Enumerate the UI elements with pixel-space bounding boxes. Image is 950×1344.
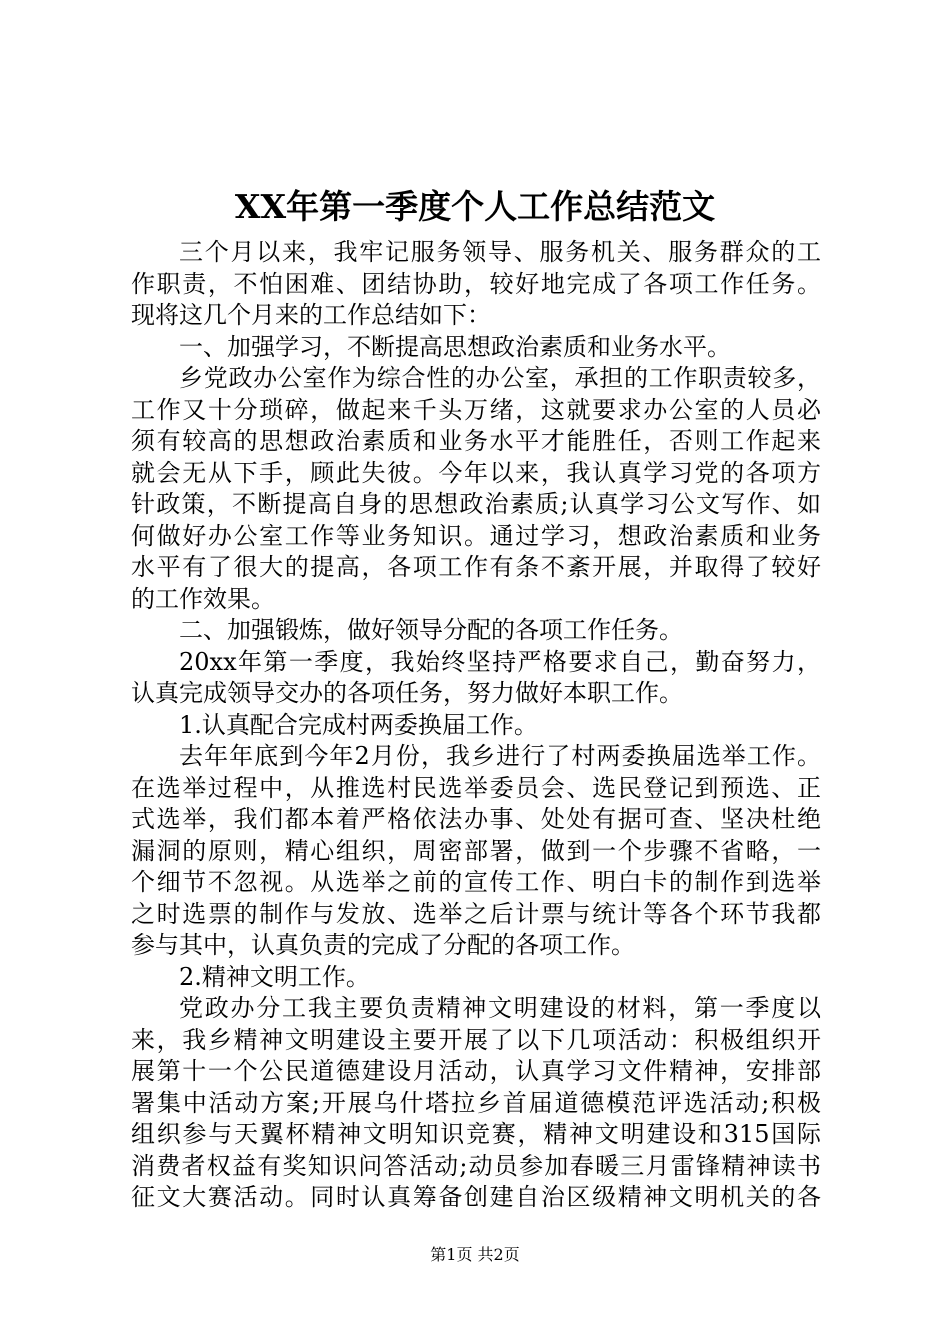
paragraph-line: 工作又十分琐碎，做起来千头万绪，这就要求办公室的人员必 (131, 395, 821, 424)
paragraph-line: 在选举过程中，从推选村民选举委员会、选民登记到预选、正 (131, 773, 821, 802)
page-footer: 第1页 共2页 (430, 1245, 520, 1264)
paragraph-line: 现将这几个月来的工作总结如下： (131, 301, 491, 329)
paragraph-line: 的工作效果。 (131, 584, 275, 613)
paragraph-line: 三个月以来，我牢记服务领导、服务机关、服务群众的工 (179, 238, 821, 266)
document-title: XX年第一季度个人工作总结范文 (234, 187, 716, 226)
paragraph (131, 962, 821, 994)
paragraph-line: 水平有了很大的提高，各项工作有条不紊开展，并取得了较好 (131, 553, 821, 581)
paragraph-line: 署集中活动方案;开展乌什塔拉乡首届道德模范评选活动;积极 (131, 1088, 821, 1117)
paragraph (131, 363, 821, 615)
paragraph (131, 332, 821, 364)
paragraph-line: 何做好办公室工作等业务知识。通过学习，想政治素质和业务 (131, 521, 821, 550)
paragraph (131, 710, 821, 742)
paragraph (131, 615, 821, 647)
paragraph-line: 个细节不忽视。从选举之前的宣传工作、明白卡的制作到选举 (131, 868, 821, 896)
paragraph-line: 作职责，不怕困难、团结协助，较好地完成了各项工作任务。 (131, 269, 821, 298)
paragraph-line: 认真完成领导交办的各项任务，努力做好本职工作。 (131, 679, 683, 707)
paragraph-line: 1.认真配合完成村两委换届工作。 (179, 710, 538, 739)
paragraph-line: 漏洞的原则，精心组织，周密部署，做到一个步骤不省略，一 (131, 836, 821, 865)
paragraph-line: 展第十一个公民道德建设月活动，认真学习文件精神，安排部 (131, 1057, 821, 1085)
paragraph-line: 消费者权益有奖知识问答活动;动员参加春暖三月雷锋精神读书 (131, 1151, 821, 1180)
paragraph-line: 去年年底到今年2月份，我乡进行了村两委换届选举工作。 (179, 742, 821, 770)
paragraph-line: 之时选票的制作与发放、选举之后计票与统计等各个环节我都 (131, 899, 821, 928)
paragraph-line: 乡党政办公室作为综合性的办公室，承担的工作职责较多， (179, 364, 821, 392)
paragraph-line: 20xx年第一季度，我始终坚持严格要求自己，勤奋努力， (179, 647, 821, 676)
paragraph-line: 征文大赛活动。同时认真筹备创建自治区级精神文明机关的各 (131, 1183, 821, 1211)
paragraph-line: 就会无从下手，顾此失彼。今年以来，我认真学习党的各项方 (131, 458, 821, 487)
paragraph-line: 组织参与天翼杯精神文明知识竞赛，精神文明建设和315国际 (131, 1120, 821, 1148)
paragraph-line: 式选举，我们都本着严格依法办事、处处有据可查、坚决杜绝 (131, 805, 821, 833)
paragraph-line: 须有较高的思想政治素质和业务水平才能胜任，否则工作起来 (131, 427, 821, 455)
paragraph-line: 二、加强锻炼，做好领导分配的各项工作任务。 (179, 616, 683, 644)
paragraph (131, 237, 821, 332)
paragraph (131, 647, 821, 710)
paragraph-line: 参与其中，认真负责的完成了分配的各项工作。 (131, 931, 635, 959)
document-body (131, 237, 821, 1214)
paragraph-line: 针政策，不断提高自身的思想政治素质;认真学习公文写作、如 (131, 490, 821, 518)
paragraph-line: 党政办分工我主要负责精神文明建设的材料，第一季度以 (179, 994, 821, 1022)
paragraph (131, 993, 821, 1214)
paragraph-line: 来，我乡精神文明建设主要开展了以下几项活动：积极组织开 (131, 1025, 821, 1054)
paragraph-line: 2.精神文明工作。 (179, 962, 370, 991)
paragraph (131, 741, 821, 962)
paragraph-line: 一、加强学习，不断提高思想政治素质和业务水平。 (179, 332, 731, 361)
